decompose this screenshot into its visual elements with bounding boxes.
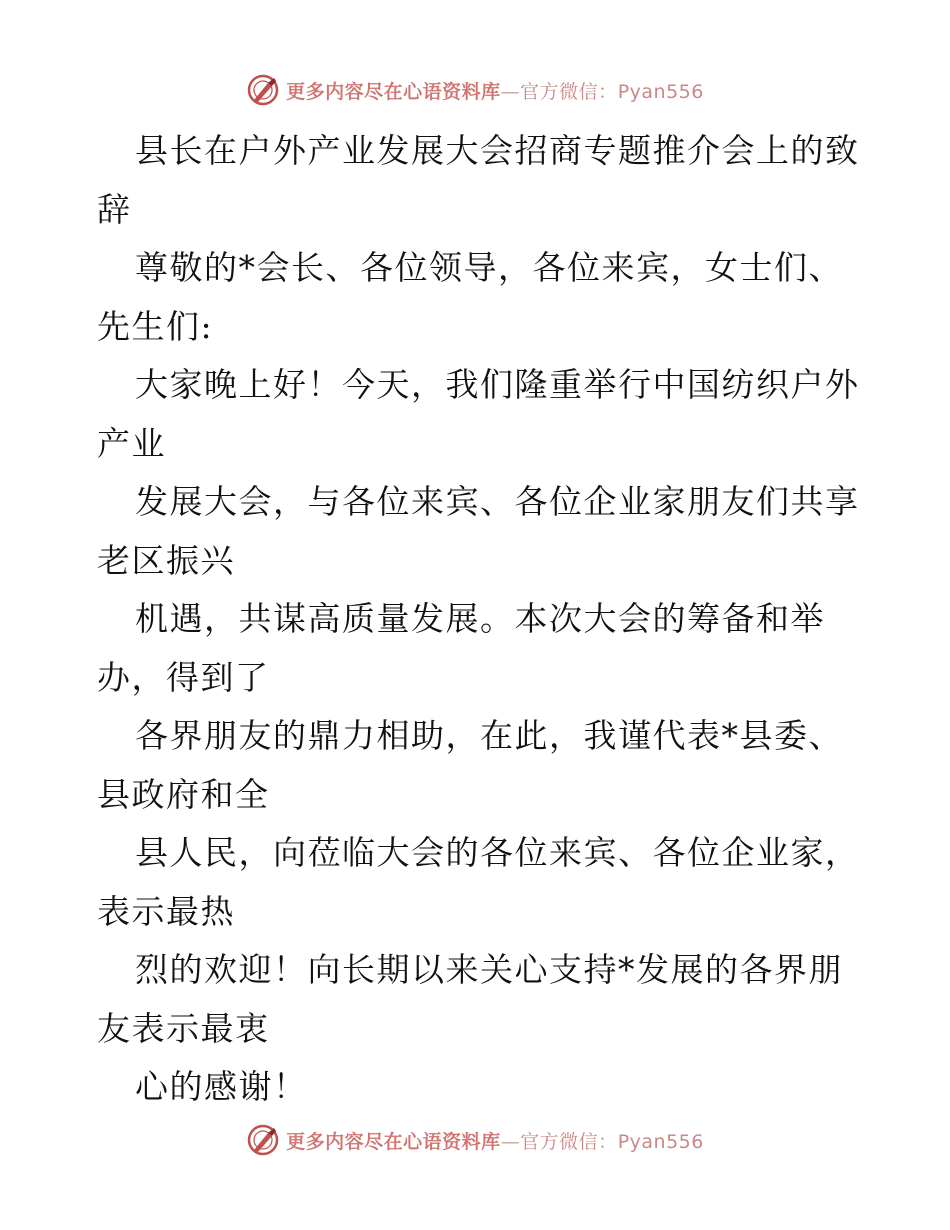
pen-circle-logo-icon [246,1123,280,1157]
text-line: 办，得到了 [97,657,270,697]
text-line: 机遇，共谋高质量发展。本次大会的筹备和举 [135,599,825,638]
watermark-text: 更多内容尽在心语资料库—官方微信：Pyan556 [286,80,704,103]
header-watermark [0,70,950,110]
text-line: 友表示最衷 [97,1008,270,1048]
text-line: 发展大会，与各位来宾、各位企业家朋友们共享 [135,482,860,521]
text-line: 表示最热 [97,891,235,931]
watermark-text: 更多内容尽在心语资料库—官方微信：Pyan556 [286,1130,704,1153]
text-line: 县长在户外产业发展大会招商专题推介会上的致 [135,131,860,170]
text-line: 县政府和全 [97,774,270,814]
pen-circle-logo-icon [246,73,280,107]
text-line: 各界朋友的鼎力相助，在此，我谨代表*县委、 [135,716,843,755]
text-line: 辞 [97,189,132,229]
text-line: 老区振兴 [97,540,235,580]
text-line: 尊敬的*会长、各位领导，各位来宾，女士们、 [135,248,843,287]
text-line: 心的感谢！ [135,1067,308,1106]
document-body [97,122,867,1117]
footer-watermark [0,1120,950,1160]
text-line: 大家晚上好！今天，我们隆重举行中国纺织户外 [135,365,860,404]
text-line: 烈的欢迎！向长期以来关心支持*发展的各界朋 [135,950,843,989]
text-line: 县人民，向莅临大会的各位来宾、各位企业家， [135,833,860,872]
text-line: 先生们: [97,306,214,346]
text-line: 产业 [97,423,166,463]
